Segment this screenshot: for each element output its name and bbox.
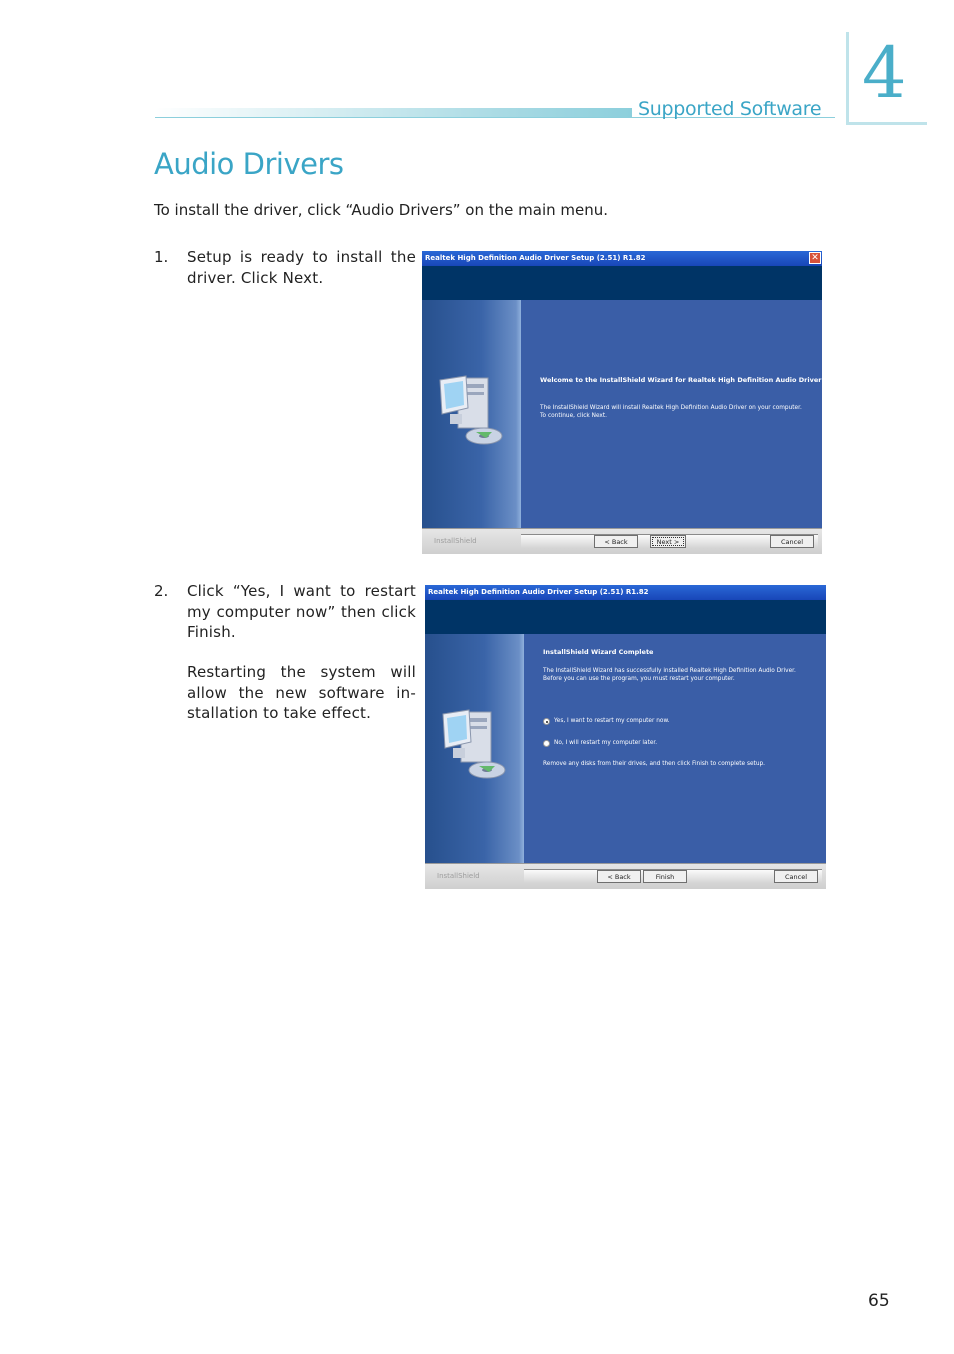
cancel-button[interactable]: Cancel <box>770 535 814 548</box>
dialog-header-band <box>422 266 822 300</box>
dialog-content <box>524 634 826 864</box>
computer-icon <box>436 372 516 462</box>
section-title: Supported Software <box>638 98 822 120</box>
dialog-footer <box>422 528 822 554</box>
intro-text: To install the driver, click “Audio Drivers” on the main menu. <box>154 201 609 219</box>
dialog-title-bar: Realtek High Definition Audio Driver Setup (2.51) R1.82 <box>422 251 822 266</box>
page-number: 65 <box>868 1291 890 1311</box>
step-2-number: 2. <box>154 582 169 600</box>
dialog-heading: InstallShield Wizard Complete <box>543 648 654 656</box>
dialog-side-panel <box>422 300 521 529</box>
step-2-note: Restarting the system will allow the new software in-stallation to take effect. <box>187 663 416 722</box>
setup-dialog-complete <box>425 585 826 889</box>
step-2-text: Click “Yes, I want to restart my computer now” then click Finish. <box>187 582 416 641</box>
step-1-number: 1. <box>154 248 169 266</box>
remove-disks-note: Remove any disks from their drives, and then click Finish to complete setup. <box>543 761 766 767</box>
restart-later-label[interactable]: No, I will restart my computer later. <box>554 740 658 746</box>
dialog-body-text: The InstallShield Wizard will install Realtek High Definition Audio Driver on your computer. To continue, click Next. <box>540 405 802 419</box>
setup-dialog-welcome <box>422 251 822 554</box>
dialog-side-panel <box>425 634 524 864</box>
computer-icon <box>439 706 519 796</box>
dialog-content <box>521 300 822 529</box>
back-button[interactable]: < Back <box>597 870 641 883</box>
chapter-number: 4 <box>862 32 907 114</box>
dialog-body-text: The InstallShield Wizard has successfully installed Realtek High Definition Audio Driver. Before you can use the program, you must restart your computer. <box>543 668 796 682</box>
finish-button[interactable]: Finish <box>643 870 687 883</box>
restart-now-label[interactable]: Yes, I want to restart my computer now. <box>554 718 670 724</box>
dialog-header-band <box>425 600 826 634</box>
close-icon[interactable]: ✕ <box>809 252 821 264</box>
restart-now-radio[interactable] <box>543 718 550 725</box>
dialog-title-bar: Realtek High Definition Audio Driver Setup (2.51) R1.82 <box>425 585 826 600</box>
dialog-footer <box>425 863 826 889</box>
dialog-heading: Welcome to the InstallShield Wizard for Realtek High Definition Audio Driver <box>540 376 822 384</box>
cancel-button[interactable]: Cancel <box>774 870 818 883</box>
back-button[interactable]: < Back <box>594 535 638 548</box>
installshield-brand: InstallShield <box>437 872 480 880</box>
installshield-brand: InstallShield <box>434 537 477 545</box>
page-title: Audio Drivers <box>154 147 344 181</box>
restart-later-radio[interactable] <box>543 740 550 747</box>
next-button[interactable]: Next > <box>650 535 686 548</box>
step-1-text: Setup is ready to install the driver. Click Next. <box>187 248 416 287</box>
